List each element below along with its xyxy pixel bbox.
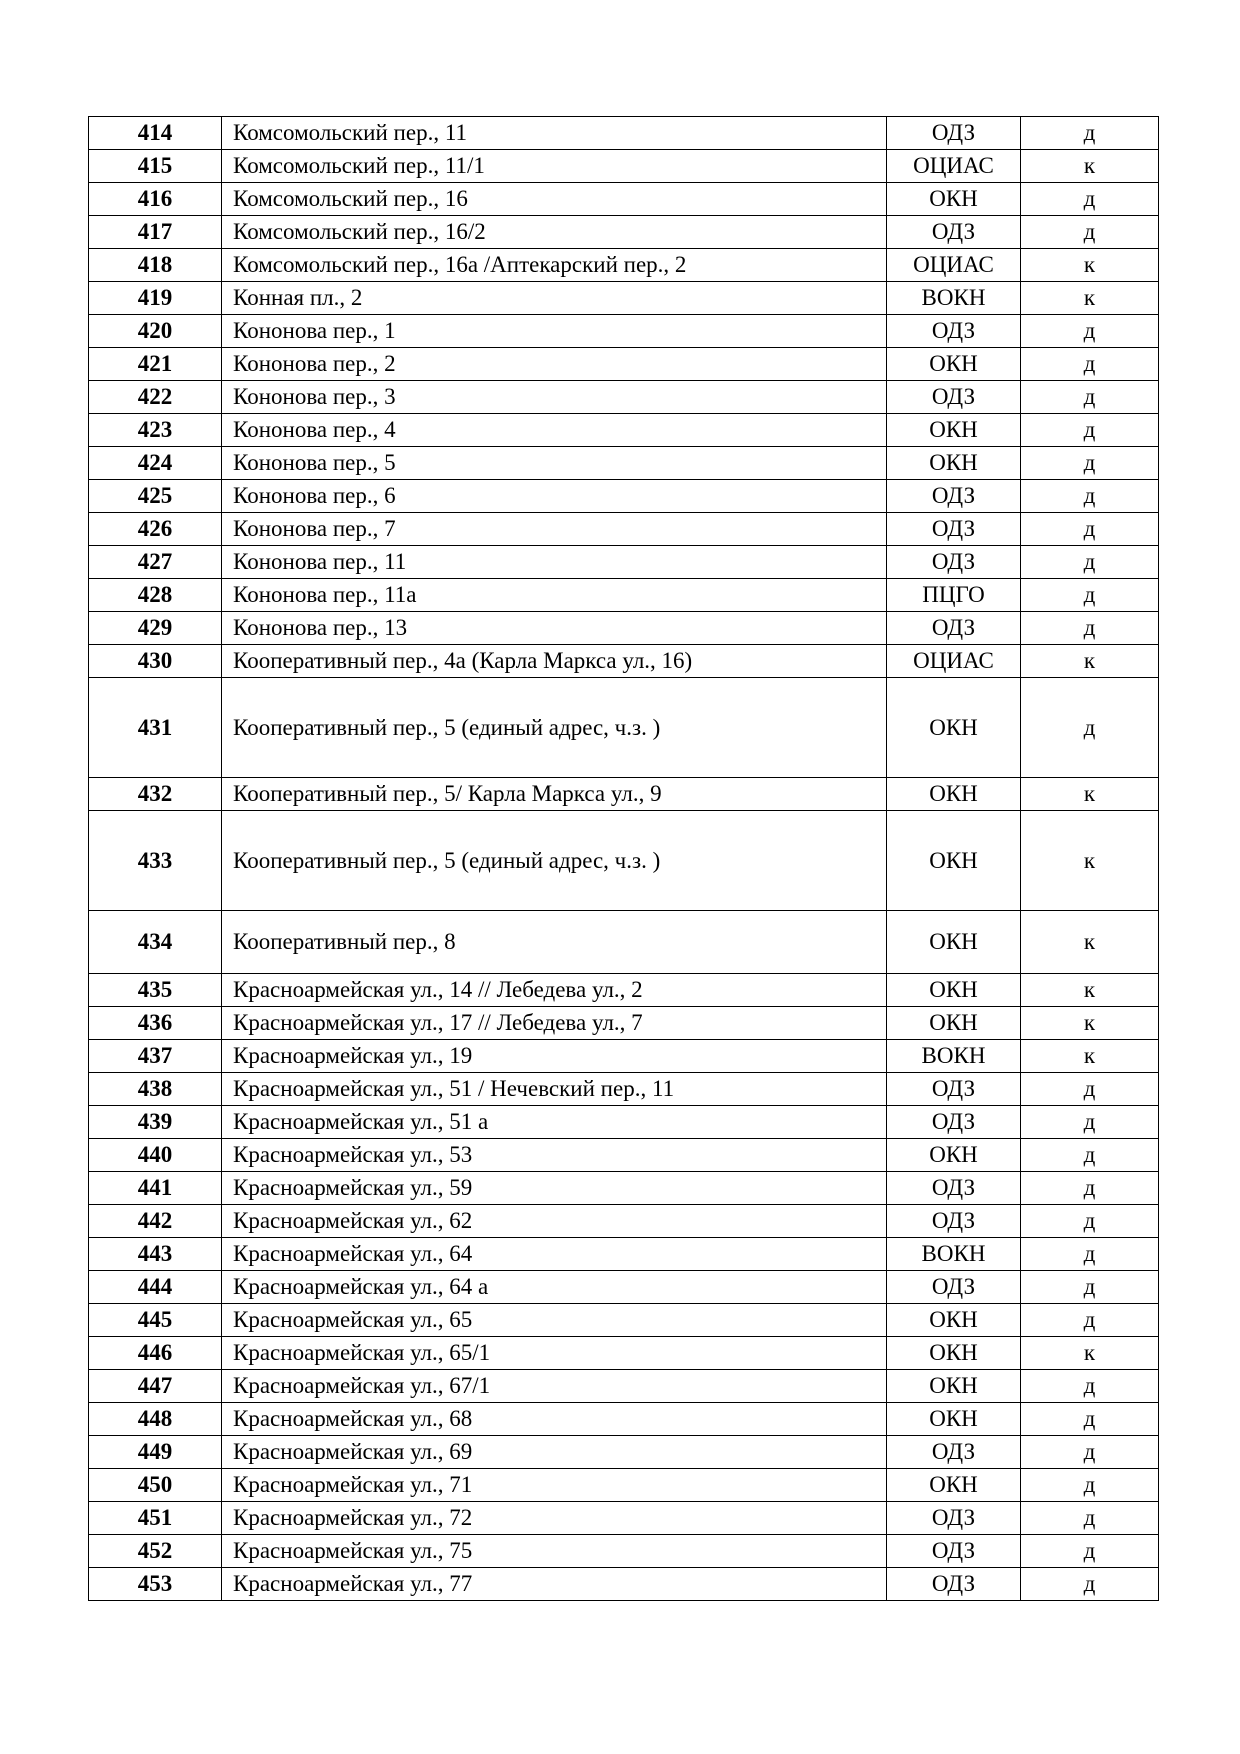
row-address: Красноармейская ул., 64 [222, 1238, 887, 1271]
row-type: ОКН [887, 778, 1021, 811]
row-category: к [1021, 778, 1159, 811]
row-type: ОДЗ [887, 1205, 1021, 1238]
row-address: Красноармейская ул., 71 [222, 1469, 887, 1502]
table-row [89, 480, 1159, 513]
row-category: д [1021, 1271, 1159, 1304]
row-number: 433 [89, 811, 222, 911]
row-category: д [1021, 216, 1159, 249]
row-address: Красноармейская ул., 59 [222, 1172, 887, 1205]
table-row [89, 1403, 1159, 1436]
row-category: д [1021, 546, 1159, 579]
table-row [89, 678, 1159, 778]
table-row [89, 1370, 1159, 1403]
row-type: ОДЗ [887, 1073, 1021, 1106]
row-address: Кооперативный пер., 5 (единый адрес, ч.з. ) [222, 811, 887, 911]
row-address: Красноармейская ул., 62 [222, 1205, 887, 1238]
row-category: д [1021, 414, 1159, 447]
table-row [89, 1535, 1159, 1568]
row-address: Красноармейская ул., 77 [222, 1568, 887, 1601]
row-category: д [1021, 348, 1159, 381]
row-address: Кононова пер., 3 [222, 381, 887, 414]
table-row [89, 1238, 1159, 1271]
row-number: 439 [89, 1106, 222, 1139]
row-number: 453 [89, 1568, 222, 1601]
row-number: 434 [89, 911, 222, 974]
row-number: 450 [89, 1469, 222, 1502]
table-row [89, 1205, 1159, 1238]
row-address: Красноармейская ул., 69 [222, 1436, 887, 1469]
row-type: ОЦИАС [887, 150, 1021, 183]
row-number: 443 [89, 1238, 222, 1271]
row-number: 446 [89, 1337, 222, 1370]
row-number: 416 [89, 183, 222, 216]
row-address: Комсомольский пер., 11/1 [222, 150, 887, 183]
row-address: Комсомольский пер., 16/2 [222, 216, 887, 249]
row-address: Кононова пер., 6 [222, 480, 887, 513]
row-category: к [1021, 974, 1159, 1007]
row-type: ОДЗ [887, 612, 1021, 645]
row-type: ОДЗ [887, 1568, 1021, 1601]
row-type: ОКН [887, 447, 1021, 480]
row-number: 452 [89, 1535, 222, 1568]
table-row [89, 1469, 1159, 1502]
row-number: 430 [89, 645, 222, 678]
row-type: ПЦГО [887, 579, 1021, 612]
row-address: Красноармейская ул., 53 [222, 1139, 887, 1172]
table-row [89, 183, 1159, 216]
row-address: Красноармейская ул., 17 // Лебедева ул., 7 [222, 1007, 887, 1040]
table-row [89, 1502, 1159, 1535]
row-type: ОКН [887, 1370, 1021, 1403]
table-row [89, 974, 1159, 1007]
row-category: д [1021, 1172, 1159, 1205]
row-type: ОКН [887, 811, 1021, 911]
row-address: Кононова пер., 11а [222, 579, 887, 612]
row-number: 420 [89, 315, 222, 348]
row-category: к [1021, 1040, 1159, 1073]
row-type: ОКН [887, 183, 1021, 216]
row-address: Комсомольский пер., 16а /Аптекарский пер., 2 [222, 249, 887, 282]
row-type: ОДЗ [887, 1106, 1021, 1139]
row-number: 424 [89, 447, 222, 480]
row-type: ОКН [887, 1403, 1021, 1436]
row-address: Красноармейская ул., 14 // Лебедева ул., 2 [222, 974, 887, 1007]
row-category: д [1021, 1073, 1159, 1106]
row-address: Кононова пер., 5 [222, 447, 887, 480]
row-number: 435 [89, 974, 222, 1007]
row-category: д [1021, 183, 1159, 216]
row-address: Кооперативный пер., 5/ Карла Маркса ул., 9 [222, 778, 887, 811]
table-row [89, 1304, 1159, 1337]
row-category: к [1021, 249, 1159, 282]
row-number: 431 [89, 678, 222, 778]
row-category: д [1021, 117, 1159, 150]
row-address: Красноармейская ул., 75 [222, 1535, 887, 1568]
row-type: ОДЗ [887, 216, 1021, 249]
table-row [89, 513, 1159, 546]
row-address: Кононова пер., 7 [222, 513, 887, 546]
row-type: ОКН [887, 1304, 1021, 1337]
row-address: Красноармейская ул., 67/1 [222, 1370, 887, 1403]
row-number: 445 [89, 1304, 222, 1337]
row-category: д [1021, 1139, 1159, 1172]
row-type: ОДЗ [887, 315, 1021, 348]
row-category: к [1021, 1007, 1159, 1040]
table-row [89, 249, 1159, 282]
row-type: ОДЗ [887, 1436, 1021, 1469]
row-number: 448 [89, 1403, 222, 1436]
row-address: Кооперативный пер., 8 [222, 911, 887, 974]
row-category: д [1021, 1568, 1159, 1601]
row-address: Кононова пер., 11 [222, 546, 887, 579]
row-address: Красноармейская ул., 68 [222, 1403, 887, 1436]
table-row [89, 579, 1159, 612]
table-row [89, 414, 1159, 447]
row-number: 422 [89, 381, 222, 414]
table-row [89, 1271, 1159, 1304]
row-number: 437 [89, 1040, 222, 1073]
row-category: д [1021, 1205, 1159, 1238]
row-address: Кооперативный пер., 5 (единый адрес, ч.з. ) [222, 678, 887, 778]
row-category: д [1021, 315, 1159, 348]
row-category: д [1021, 1403, 1159, 1436]
row-type: ОКН [887, 911, 1021, 974]
row-type: ОДЗ [887, 1271, 1021, 1304]
row-category: д [1021, 1535, 1159, 1568]
row-number: 449 [89, 1436, 222, 1469]
table-row [89, 282, 1159, 315]
row-category: д [1021, 1106, 1159, 1139]
table-row [89, 117, 1159, 150]
row-type: ОКН [887, 974, 1021, 1007]
row-category: д [1021, 1502, 1159, 1535]
row-category: к [1021, 1337, 1159, 1370]
row-address: Кооперативный пер., 4а (Карла Маркса ул., 16) [222, 645, 887, 678]
row-address: Комсомольский пер., 16 [222, 183, 887, 216]
row-type: ОКН [887, 414, 1021, 447]
table-row [89, 216, 1159, 249]
row-type: ОДЗ [887, 513, 1021, 546]
row-type: ОДЗ [887, 117, 1021, 150]
table-row [89, 645, 1159, 678]
row-type: ОДЗ [887, 546, 1021, 579]
row-address: Красноармейская ул., 65/1 [222, 1337, 887, 1370]
row-number: 451 [89, 1502, 222, 1535]
row-category: к [1021, 811, 1159, 911]
row-category: д [1021, 447, 1159, 480]
row-number: 429 [89, 612, 222, 645]
table-row [89, 1073, 1159, 1106]
table-row [89, 1040, 1159, 1073]
row-type: ОКН [887, 348, 1021, 381]
row-type: ВОКН [887, 1238, 1021, 1271]
row-number: 426 [89, 513, 222, 546]
row-type: ОКН [887, 1337, 1021, 1370]
row-category: д [1021, 678, 1159, 778]
row-category: д [1021, 612, 1159, 645]
row-number: 438 [89, 1073, 222, 1106]
row-number: 417 [89, 216, 222, 249]
row-type: ОДЗ [887, 480, 1021, 513]
table-row [89, 150, 1159, 183]
row-address: Красноармейская ул., 64 а [222, 1271, 887, 1304]
row-type: ОКН [887, 1469, 1021, 1502]
row-type: ОДЗ [887, 381, 1021, 414]
table-row [89, 315, 1159, 348]
row-number: 444 [89, 1271, 222, 1304]
row-address: Кононова пер., 1 [222, 315, 887, 348]
table-row [89, 1568, 1159, 1601]
table-row [89, 778, 1159, 811]
table-row [89, 348, 1159, 381]
row-type: ВОКН [887, 282, 1021, 315]
row-type: ОКН [887, 678, 1021, 778]
table-row [89, 1337, 1159, 1370]
row-type: ОДЗ [887, 1502, 1021, 1535]
row-number: 427 [89, 546, 222, 579]
row-category: к [1021, 150, 1159, 183]
row-address: Кононова пер., 13 [222, 612, 887, 645]
row-number: 421 [89, 348, 222, 381]
row-category: д [1021, 381, 1159, 414]
row-address: Кононова пер., 2 [222, 348, 887, 381]
row-address: Красноармейская ул., 51 а [222, 1106, 887, 1139]
row-type: ОКН [887, 1139, 1021, 1172]
row-number: 447 [89, 1370, 222, 1403]
row-type: ОДЗ [887, 1172, 1021, 1205]
row-category: к [1021, 645, 1159, 678]
table-row [89, 1007, 1159, 1040]
row-address: Красноармейская ул., 19 [222, 1040, 887, 1073]
registry-table [88, 116, 1159, 1601]
row-type: ОКН [887, 1007, 1021, 1040]
row-category: д [1021, 480, 1159, 513]
row-category: д [1021, 1469, 1159, 1502]
table-row [89, 381, 1159, 414]
row-number: 418 [89, 249, 222, 282]
table-row [89, 911, 1159, 974]
row-number: 432 [89, 778, 222, 811]
row-type: ВОКН [887, 1040, 1021, 1073]
row-number: 414 [89, 117, 222, 150]
row-number: 436 [89, 1007, 222, 1040]
row-number: 441 [89, 1172, 222, 1205]
row-number: 428 [89, 579, 222, 612]
table-row [89, 1436, 1159, 1469]
row-number: 442 [89, 1205, 222, 1238]
row-category: д [1021, 1370, 1159, 1403]
row-category: д [1021, 1238, 1159, 1271]
row-category: д [1021, 1436, 1159, 1469]
table-row [89, 612, 1159, 645]
row-type: ОЦИАС [887, 249, 1021, 282]
row-address: Красноармейская ул., 65 [222, 1304, 887, 1337]
table-row [89, 1172, 1159, 1205]
table-row [89, 811, 1159, 911]
table-row [89, 1139, 1159, 1172]
table-row [89, 546, 1159, 579]
row-number: 419 [89, 282, 222, 315]
table-row [89, 447, 1159, 480]
row-address: Кононова пер., 4 [222, 414, 887, 447]
row-type: ОДЗ [887, 1535, 1021, 1568]
row-category: к [1021, 282, 1159, 315]
row-address: Комсомольский пер., 11 [222, 117, 887, 150]
table-row [89, 1106, 1159, 1139]
row-number: 440 [89, 1139, 222, 1172]
row-address: Красноармейская ул., 72 [222, 1502, 887, 1535]
row-category: д [1021, 579, 1159, 612]
row-type: ОЦИАС [887, 645, 1021, 678]
row-number: 415 [89, 150, 222, 183]
row-number: 423 [89, 414, 222, 447]
row-category: д [1021, 1304, 1159, 1337]
row-address: Конная пл., 2 [222, 282, 887, 315]
row-number: 425 [89, 480, 222, 513]
row-category: к [1021, 911, 1159, 974]
row-category: д [1021, 513, 1159, 546]
row-address: Красноармейская ул., 51 / Нечевский пер., 11 [222, 1073, 887, 1106]
